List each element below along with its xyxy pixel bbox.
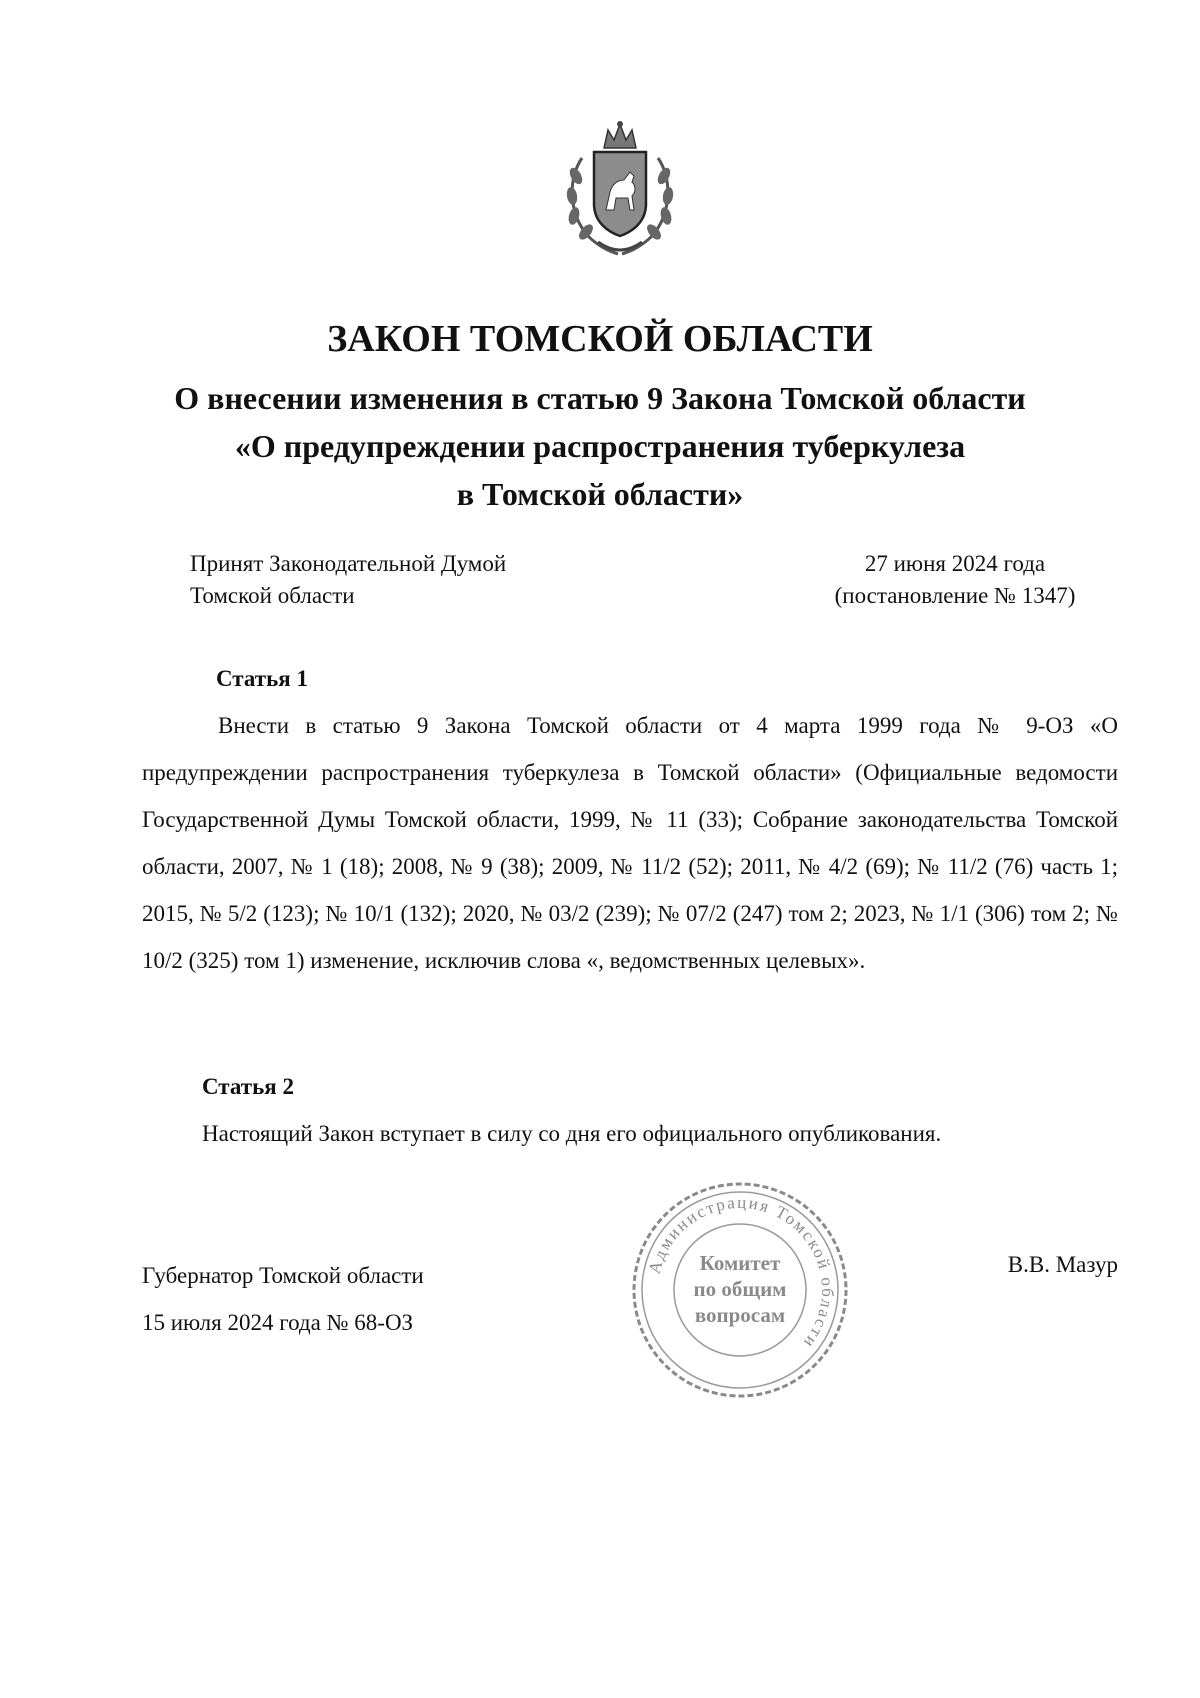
- tomsk-oblast-coat-of-arms-icon: [560, 118, 680, 258]
- stamp-center-line: по общим: [693, 1277, 787, 1301]
- stamp-center-line: вопросам: [694, 1303, 786, 1327]
- resolution-number: (постановление № 1347): [834, 583, 1076, 608]
- adoption-date-block: [800, 548, 1110, 612]
- governor-position: Губернатор Томской области: [142, 1263, 424, 1288]
- stamp-ring-text: Администрация Томской области: [644, 1192, 838, 1353]
- law-title: ЗАКОН ТОМСКОЙ ОБЛАСТИ: [327, 318, 873, 360]
- adoption-date: 27 июня 2024 года: [864, 551, 1046, 576]
- stamp-center-line: Комитет: [699, 1251, 781, 1275]
- adopted-by-line: Принят Законодательной Думой: [190, 551, 507, 576]
- article-1-text: Внести в статью 9 Закона Томской области от 4 марта 1999 года № 9-ОЗ «О предупреждении распространения туберкулеза в Томской области» (Официальные ведомости Государственной Думы Томской области, 1999, № 11 (33); Собрание законодательства Томской области, 2007, № 1 (18); 2008, № 9 (38); 2009, № 11/2 (52); 2011, № 4/2 (69); № 11/2 (76) часть 1; 2015, № 5/2 (123); № 10/1 (132); 2020, № 03/2 (239); № 07/2 (247) том 2; 2023, № 1/1 (306) том 2; № 10/2 (325) том 1) изменение, исключив слова «, ведомственных целевых».: [142, 713, 1118, 973]
- law-date-number: 15 июля 2024 года № 68-ОЗ: [142, 1310, 414, 1335]
- coat-of-arms-emblem: [560, 118, 680, 258]
- document-title-block: [0, 316, 1200, 518]
- stamp-seal-icon: [628, 1178, 852, 1402]
- signature-block: [142, 1252, 424, 1346]
- article-2-heading: Статья 2: [202, 1074, 294, 1099]
- law-subtitle-line: «О предупреждении распространения туберкулеза: [234, 428, 966, 464]
- law-subtitle-line: О внесении изменения в статью 9 Закона Томской области: [174, 380, 1026, 416]
- law-subtitle-line: в Томской области»: [456, 476, 744, 512]
- adopted-by-body: [190, 548, 506, 612]
- adopted-by-line: Томской области: [190, 583, 355, 608]
- article-2-text: Настоящий Закон вступает в силу со дня его официального опубликования.: [202, 1121, 942, 1146]
- article-1-heading: Статья 1: [216, 666, 308, 691]
- signer-name: В.В. Мазур: [1007, 1252, 1118, 1277]
- official-stamp: [628, 1178, 852, 1402]
